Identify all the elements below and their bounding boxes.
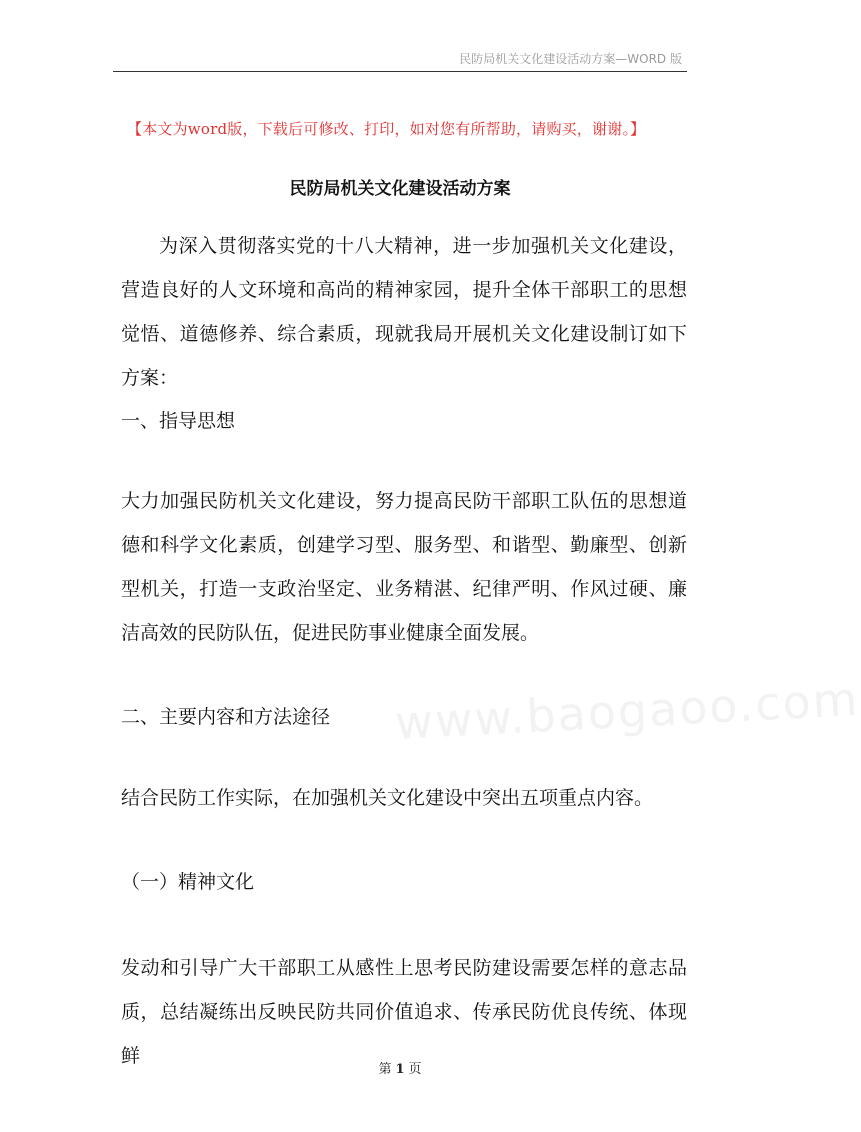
section-2-heading: 二、主要内容和方法途径 xyxy=(121,706,331,728)
intro-paragraph: 为深入贯彻落实党的十八大精神，进一步加强机关文化建设，营造良好的人文环境和高尚的精神家园，提升全体干部职工的思想觉悟、道德修养、综合素质，现就我局开展机关文化建设制订如下方案： xyxy=(121,235,687,389)
section-1-body: 大力加强民防机关文化建设，努力提高民防干部职工队伍的思想道德和科学文化素质，创建学习型、服务型、和谐型、勤廉型、创新型机关，打造一支政治坚定、业务精湛、纪律严明、作风过硬、廉洁高效的民防队伍，促进民防事业健康全面发展。 xyxy=(121,490,687,644)
page-number-suffix: 页 xyxy=(408,1062,422,1077)
header-divider xyxy=(113,71,687,72)
page-number: 1 xyxy=(395,1062,405,1077)
page-number-prefix: 第 xyxy=(378,1062,392,1077)
subsection-1-heading: （一）精神文化 xyxy=(121,871,255,893)
page-header: 民防局机关文化建设活动方案—WORD 版 xyxy=(459,52,682,66)
section-2-body: 结合民防工作实际，在加强机关文化建设中突出五项重点内容。 xyxy=(121,787,654,809)
section-1-heading: 一、指导思想 xyxy=(121,410,236,432)
watermark: www.baogaoo.com xyxy=(393,671,861,751)
subsection-1-body: 发动和引导广大干部职工从感性上思考民防建设需要怎样的意志品质，总结凝练出反映民防共同价值追求、传承民防优良传统、体现鲜 xyxy=(121,957,687,1067)
purchase-notice: 【本文为word版，下载后可修改、打印，如对您有所帮助，请购买，谢谢。】 xyxy=(127,120,646,138)
document-title: 民防局机关文化建设活动方案 xyxy=(289,179,511,199)
page-footer xyxy=(0,1058,800,1077)
